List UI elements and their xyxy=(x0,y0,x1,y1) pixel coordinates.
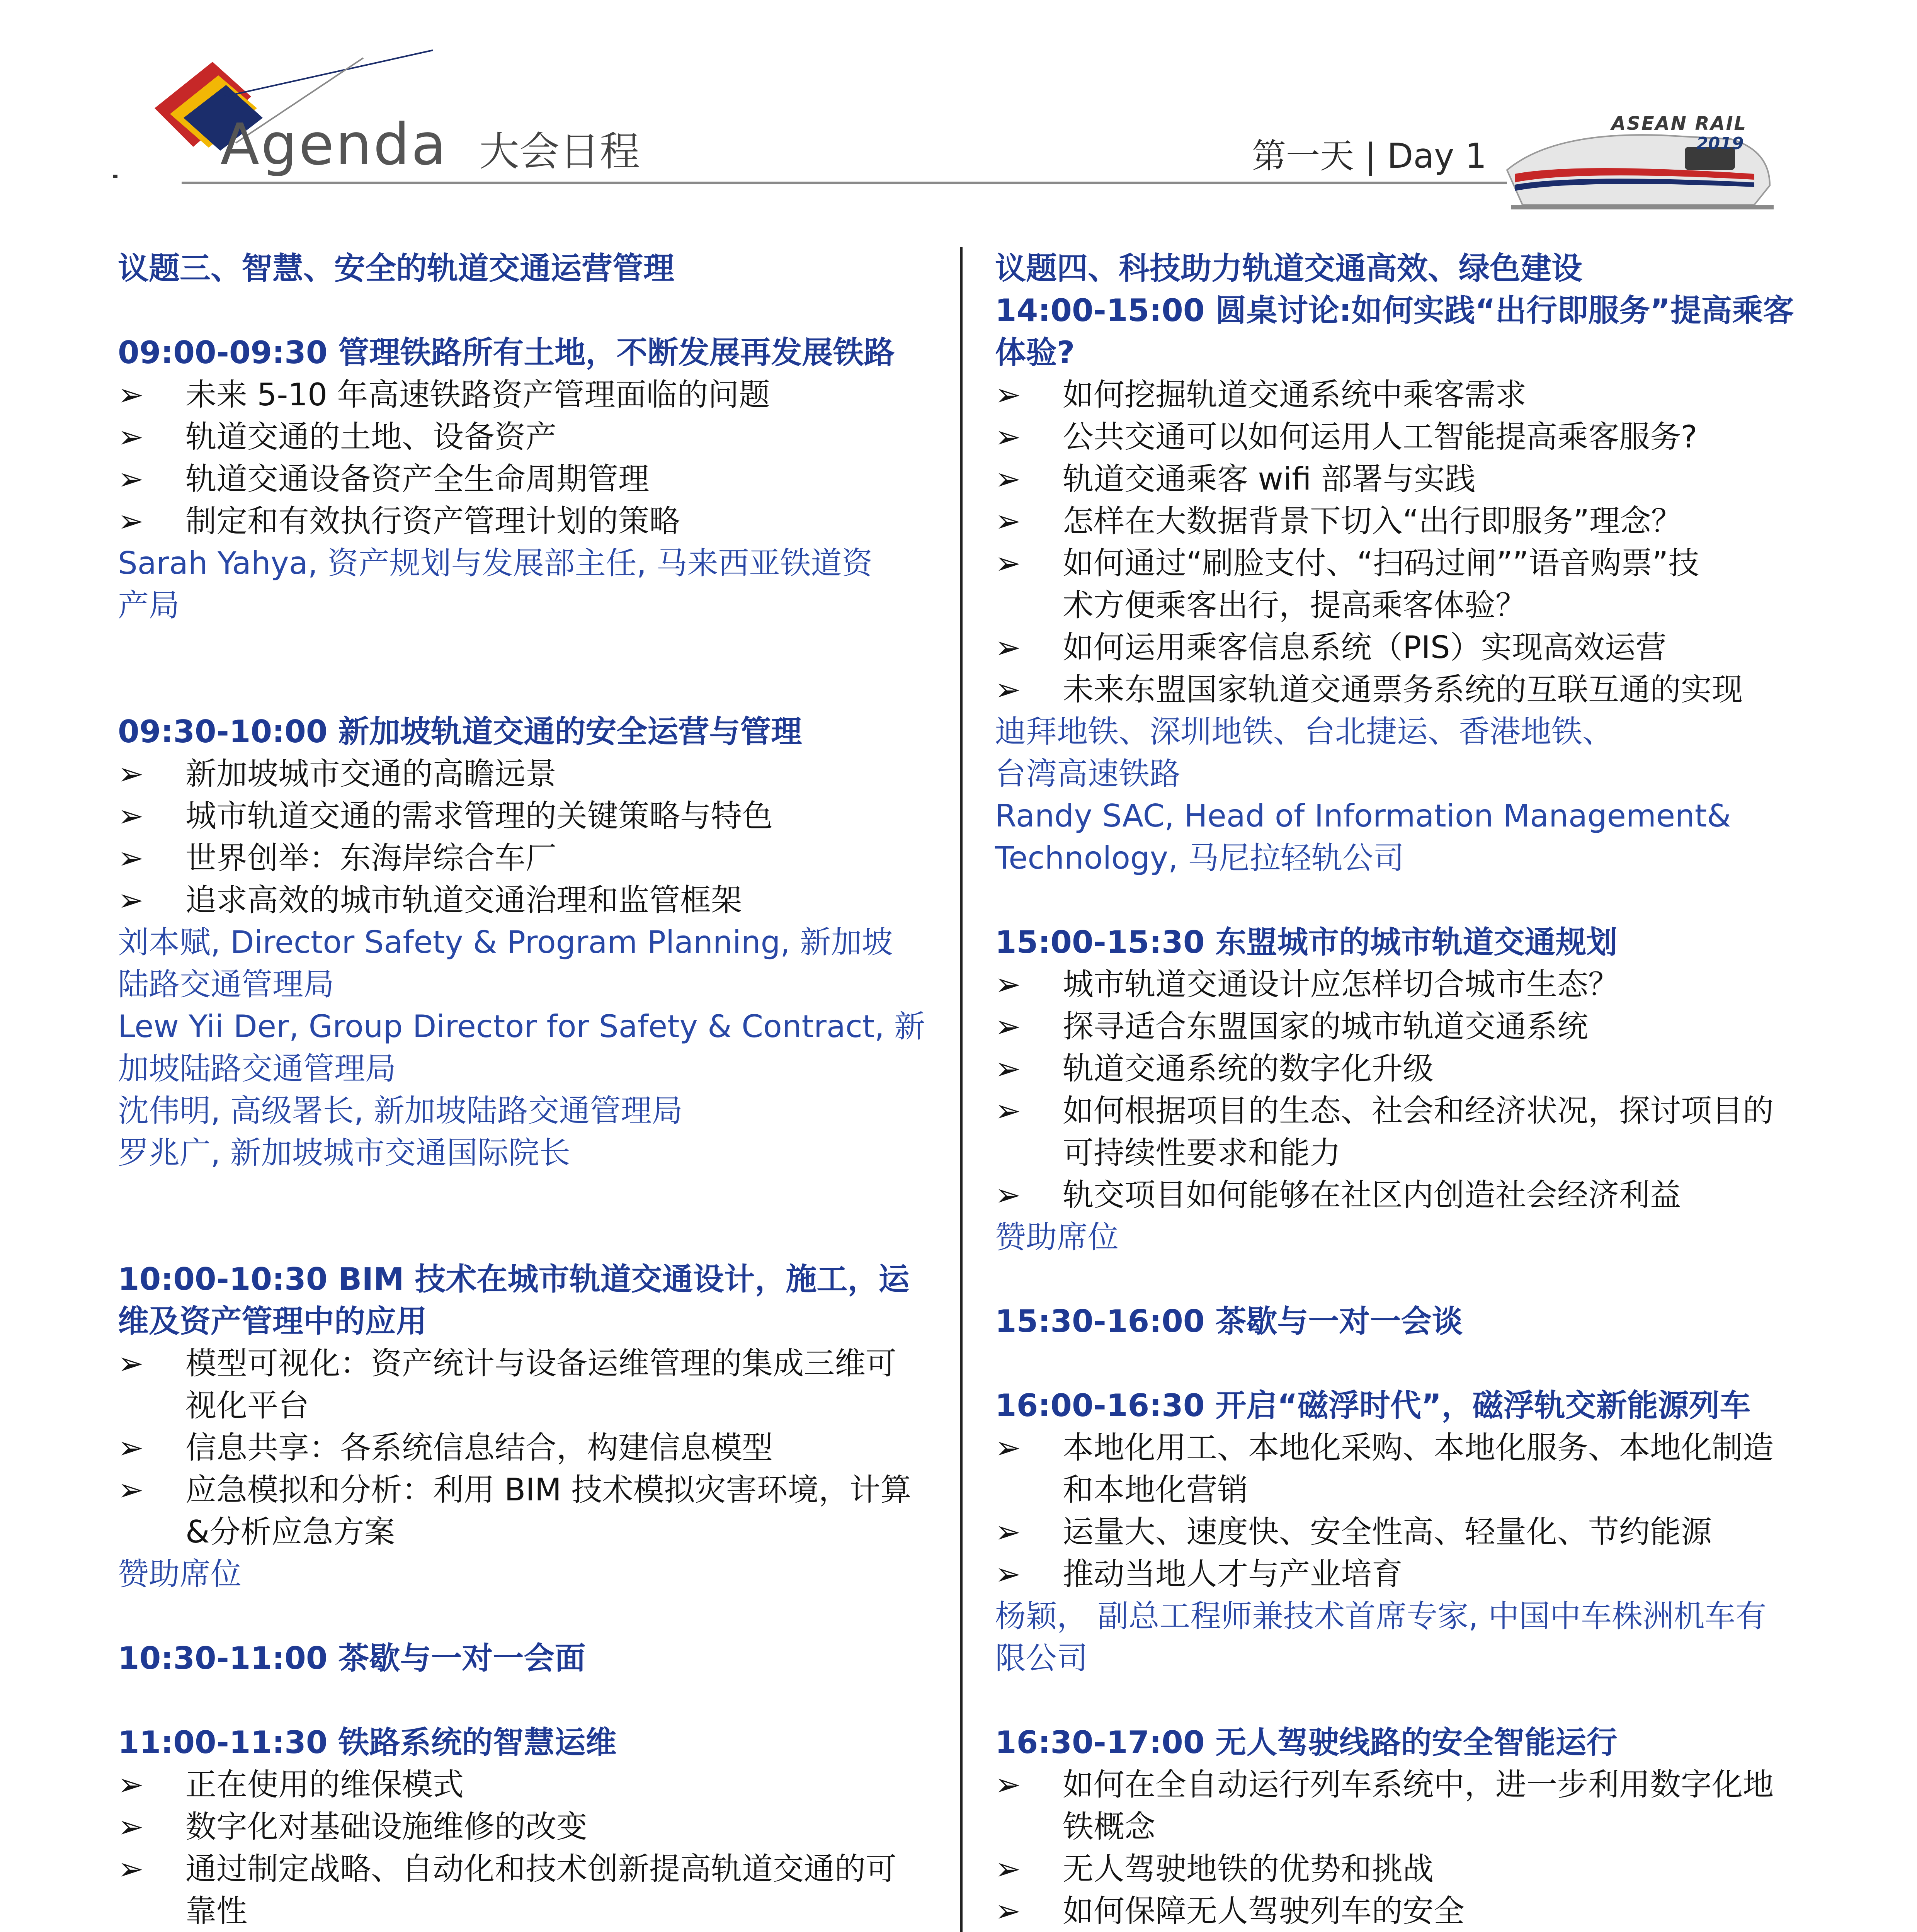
list-item: ➢ 运量大、速度快、安全性高、轻量化、节约能源 xyxy=(995,1511,1808,1553)
session-title: 09:30-10:00 新加坡轨道交通的安全运营与管理 xyxy=(118,714,802,750)
speaker-line: Technology, 马尼拉轻轨公司 xyxy=(995,840,1404,876)
speaker-line: 迪拜地铁、深圳地铁、台北捷运、香港地铁、 xyxy=(995,714,1613,750)
list-item-continued: 视化平台 xyxy=(185,1388,309,1423)
session-title-continued: 体验? xyxy=(995,335,1075,371)
list-item: ➢ 城市轨道交通的需求管理的关键策略与特色 xyxy=(118,795,933,837)
list-item-continued: 术方便乘客出行，提高乘客体验？ xyxy=(1063,587,1526,623)
speaker-line: 限公司 xyxy=(995,1640,1088,1676)
arrow-bullet-icon: ➢ xyxy=(995,966,1021,1002)
arrow-bullet-icon: ➢ xyxy=(995,1851,1021,1887)
session-title-continued: 维及资产管理中的应用 xyxy=(118,1303,427,1339)
session-title: 15:00-15:30 东盟城市的城市轨道交通规划 xyxy=(995,924,1618,960)
list-item: ➢ 轨道交通乘客 wifi 部署与实践 xyxy=(995,458,1808,500)
speaker-line: 加坡陆路交通管理局 xyxy=(118,1051,396,1087)
session-title: 14:00-15:00 圆桌讨论:如何实践“出行即服务”提高乘客 xyxy=(995,293,1794,328)
session-title: 11:00-11:30 铁路系统的智慧运维 xyxy=(118,1725,617,1760)
list-item: ➢ 轨道交通设备资产全生命周期管理 xyxy=(118,458,933,500)
left-column xyxy=(118,247,933,1932)
list-item: ➢ 本地化用工、本地化采购、本地化服务、本地化制造 xyxy=(995,1427,1808,1469)
arrow-bullet-icon: ➢ xyxy=(118,756,144,792)
list-item: ➢ 城市轨道交通设计应怎样切合城市生态？ xyxy=(995,963,1808,1005)
arrow-bullet-icon: ➢ xyxy=(118,503,144,539)
list-item: ➢ 制定和有效执行资产管理计划的策略 xyxy=(118,500,933,542)
list-item-continued: &分析应急方案 xyxy=(185,1514,395,1550)
list-item: ➢ 未来 5-10 年高速铁路资产管理面临的问题 xyxy=(118,374,933,416)
speaker-line: 刘本赋, Director Safety & Program Planning, 新加坡 xyxy=(118,924,893,960)
day-label: 第一天 | Day 1 xyxy=(1252,136,1487,176)
arrow-bullet-icon: ➢ xyxy=(118,1851,144,1887)
speaker-line: 台湾高速铁路 xyxy=(995,756,1180,792)
arrow-bullet-icon: ➢ xyxy=(118,419,144,455)
arrow-bullet-icon: ➢ xyxy=(995,1767,1021,1803)
list-item: ➢ 轨交项目如何能够在社区内创造社会经济利益 xyxy=(995,1174,1808,1216)
list-item-continued: 可持续性要求和能力 xyxy=(1063,1135,1341,1171)
arrow-bullet-icon: ➢ xyxy=(118,1472,144,1508)
arrow-bullet-icon: ➢ xyxy=(118,1767,144,1803)
list-item: ➢ 轨道交通系统的数字化升级 xyxy=(995,1048,1808,1090)
arrow-bullet-icon: ➢ xyxy=(118,1345,144,1381)
session-title: 15:30-16:00 茶歇与一对一会谈 xyxy=(995,1303,1463,1339)
arrow-bullet-icon: ➢ xyxy=(995,419,1021,455)
arrow-bullet-icon: ➢ xyxy=(995,1093,1021,1129)
speaker-line: 赞助席位 xyxy=(995,1219,1119,1255)
list-item: ➢ 世界创举：东海岸综合车厂 xyxy=(118,837,933,879)
arrow-bullet-icon: ➢ xyxy=(995,1893,1021,1929)
list-item: ➢ 通过制定战略、自动化和技术创新提高轨道交通的可 xyxy=(118,1848,933,1890)
list-item: ➢ 如何在全自动运行列车系统中，进一步利用数字化地 xyxy=(995,1764,1808,1806)
arrow-bullet-icon: ➢ xyxy=(995,1051,1021,1087)
arrow-bullet-icon: ➢ xyxy=(995,672,1021,707)
list-item: ➢ 探寻适合东盟国家的城市轨道交通系统 xyxy=(995,1005,1808,1048)
list-item: ➢ 正在使用的维保模式 xyxy=(118,1764,933,1806)
arrow-bullet-icon: ➢ xyxy=(995,1177,1021,1213)
right-column xyxy=(995,247,1808,1932)
arrow-bullet-icon: ➢ xyxy=(118,1430,144,1466)
event-logo-title: ASEAN RAIL xyxy=(1611,113,1747,134)
session-title: 09:00-09:30 管理铁路所有土地，不断发展再发展铁路 xyxy=(118,335,895,371)
list-item: ➢ 轨道交通的土地、设备资产 xyxy=(118,416,933,458)
list-item: ➢ 信息共享：各系统信息结合，构建信息模型 xyxy=(118,1427,933,1469)
speaker-line: Randy SAC, Head of Information Management& xyxy=(995,798,1731,834)
list-item: ➢ 推动当地人才与产业培育 xyxy=(995,1553,1808,1595)
arrow-bullet-icon: ➢ xyxy=(995,1514,1021,1550)
arrow-bullet-icon: ➢ xyxy=(118,840,144,876)
speaker-line: 沈伟明, 高级署长, 新加坡陆路交通管理局 xyxy=(118,1093,683,1129)
speaker-line: 赞助席位 xyxy=(118,1556,242,1592)
speaker-line: Lew Yii Der, Group Director for Safety & Contract, 新 xyxy=(118,1009,925,1044)
arrow-bullet-icon: ➢ xyxy=(995,1009,1021,1044)
speaker-line: 罗兆广, 新加坡城市交通国际院长 xyxy=(118,1135,570,1171)
event-logo-year: 2019 xyxy=(1696,134,1744,153)
list-item: ➢ 未来东盟国家轨道交通票务系统的互联互通的实现 xyxy=(995,668,1808,711)
theme-heading: 议题四、科技助力轨道交通高效、绿色建设 xyxy=(995,250,1582,286)
agenda-title-chinese: 大会日程 xyxy=(479,128,640,175)
arrow-bullet-icon: ➢ xyxy=(995,1430,1021,1466)
column-divider xyxy=(960,247,963,1932)
list-item-continued: 铁概念 xyxy=(1063,1809,1155,1845)
arrow-bullet-icon: ➢ xyxy=(118,1809,144,1845)
theme-heading: 议题三、智慧、安全的轨道交通运营管理 xyxy=(118,250,674,286)
agenda-title: Agenda xyxy=(220,111,448,178)
list-item: ➢ 数字化对基础设施维修的改变 xyxy=(118,1806,933,1848)
session-title: 16:30-17:00 无人驾驶线路的安全智能运行 xyxy=(995,1725,1618,1760)
arrow-bullet-icon: ➢ xyxy=(118,377,144,413)
list-item: ➢ 如何挖掘轨道交通系统中乘客需求 xyxy=(995,374,1808,416)
session-title: 10:00-10:30 BIM 技术在城市轨道交通设计，施工，运 xyxy=(118,1261,910,1297)
arrow-bullet-icon: ➢ xyxy=(118,798,144,834)
arrow-bullet-icon: ➢ xyxy=(995,461,1021,497)
session-title: 16:00-16:30 开启“磁浮时代”，磁浮轨交新能源列车 xyxy=(995,1388,1751,1423)
arrow-bullet-icon: ➢ xyxy=(995,1556,1021,1592)
header-dot xyxy=(113,175,117,178)
list-item: ➢ 如何通过“刷脸支付、“扫码过闸””语音购票”技 xyxy=(995,542,1808,584)
header-rule xyxy=(182,182,1507,184)
speaker-line: 陆路交通管理局 xyxy=(118,966,334,1002)
arrow-bullet-icon: ➢ xyxy=(995,377,1021,413)
list-item: ➢ 无人驾驶地铁的优势和挑战 xyxy=(995,1848,1808,1890)
list-item: ➢ 模型可视化：资产统计与设备运维管理的集成三维可 xyxy=(118,1342,933,1384)
arrow-bullet-icon: ➢ xyxy=(118,882,144,918)
speaker-line: 杨颖， 副总工程师兼技术首席专家, 中国中车株洲机车有 xyxy=(995,1598,1767,1634)
list-item: ➢ 如何保障无人驾驶列车的安全 xyxy=(995,1890,1808,1932)
list-item: ➢ 公共交通可以如何运用人工智能提高乘客服务? xyxy=(995,416,1808,458)
list-item: ➢ 怎样在大数据背景下切入“出行即服务”理念？ xyxy=(995,500,1808,542)
arrow-bullet-icon: ➢ xyxy=(995,503,1021,539)
list-item-continued: 靠性 xyxy=(185,1893,247,1929)
list-item: ➢ 如何根据项目的生态、社会和经济状况，探讨项目的 xyxy=(995,1090,1808,1132)
arrow-bullet-icon: ➢ xyxy=(118,461,144,497)
list-item: ➢ 应急模拟和分析：利用 BIM 技术模拟灾害环境，计算 xyxy=(118,1469,933,1511)
list-item: ➢ 追求高效的城市轨道交通治理和监管框架 xyxy=(118,879,933,921)
arrow-bullet-icon: ➢ xyxy=(995,545,1021,581)
list-item-continued: 和本地化营销 xyxy=(1063,1472,1248,1508)
list-item: ➢ 如何运用乘客信息系统（PIS）实现高效运营 xyxy=(995,626,1808,668)
session-title: 10:30-11:00 茶歇与一对一会面 xyxy=(118,1640,586,1676)
speaker-line: Sarah Yahya, 资产规划与发展部主任, 马来西亚铁道资 xyxy=(118,545,873,581)
list-item: ➢ 新加坡城市交通的高瞻远景 xyxy=(118,753,933,795)
speaker-line: 产局 xyxy=(118,587,180,623)
arrow-bullet-icon: ➢ xyxy=(995,629,1021,665)
